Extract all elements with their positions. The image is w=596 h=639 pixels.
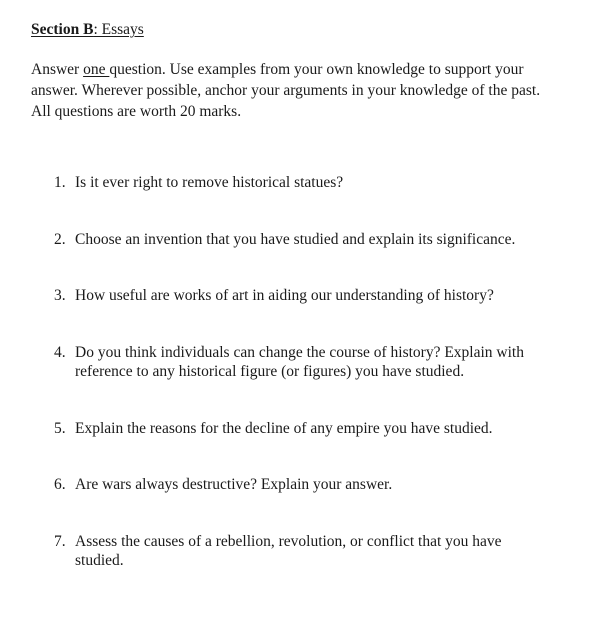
instructions-text: Answer [31, 61, 84, 78]
question-item [54, 173, 574, 192]
instructions-text: question. Use examples from your own knowledge to support your [109, 61, 524, 78]
question-line: studied. [75, 552, 124, 569]
question-number: 2. [54, 231, 66, 248]
question-text [75, 230, 574, 249]
instructions-paragraph [31, 59, 581, 122]
question-number: 6. [54, 476, 66, 493]
question-text [75, 419, 574, 438]
question-number: 4. [54, 344, 66, 361]
question-text [75, 475, 574, 494]
question-text [75, 173, 574, 192]
question-line: Choose an invention that you have studied and explain its significance. [75, 231, 516, 248]
question-line: Explain the reasons for the decline of any empire you have studied. [75, 420, 493, 437]
question-number: 3. [54, 287, 66, 304]
question-number: 1. [54, 174, 66, 191]
question-line: reference to any historical figure (or figures) you have studied. [75, 363, 465, 380]
question-number: 5. [54, 420, 66, 437]
question-line: Assess the causes of a rebellion, revolution, or conflict that you have [75, 533, 502, 550]
instructions-line [31, 59, 581, 80]
section-heading-label: Section B [31, 21, 94, 38]
question-item [54, 419, 574, 438]
instructions-emphasis: one [83, 61, 110, 78]
question-line: Is it ever right to remove historical statues? [75, 174, 344, 191]
question-item [54, 230, 574, 249]
question-number: 7. [54, 533, 66, 550]
question-item [54, 286, 574, 305]
question-item [54, 532, 574, 570]
question-line: How useful are works of art in aiding our understanding of history? [75, 287, 494, 304]
instructions-line: answer. Wherever possible, anchor your arguments in your knowledge of the past. [31, 82, 541, 99]
section-heading-title: : Essays [93, 21, 144, 38]
question-item [54, 475, 574, 494]
section-heading [31, 20, 144, 40]
instructions-line: All questions are worth 20 marks. [31, 103, 242, 120]
question-text [75, 343, 574, 381]
question-line: Are wars always destructive? Explain your answer. [75, 476, 393, 493]
question-item [54, 343, 574, 381]
question-line: Do you think individuals can change the course of history? Explain with [75, 344, 524, 361]
question-text [75, 532, 574, 570]
question-text [75, 286, 574, 305]
